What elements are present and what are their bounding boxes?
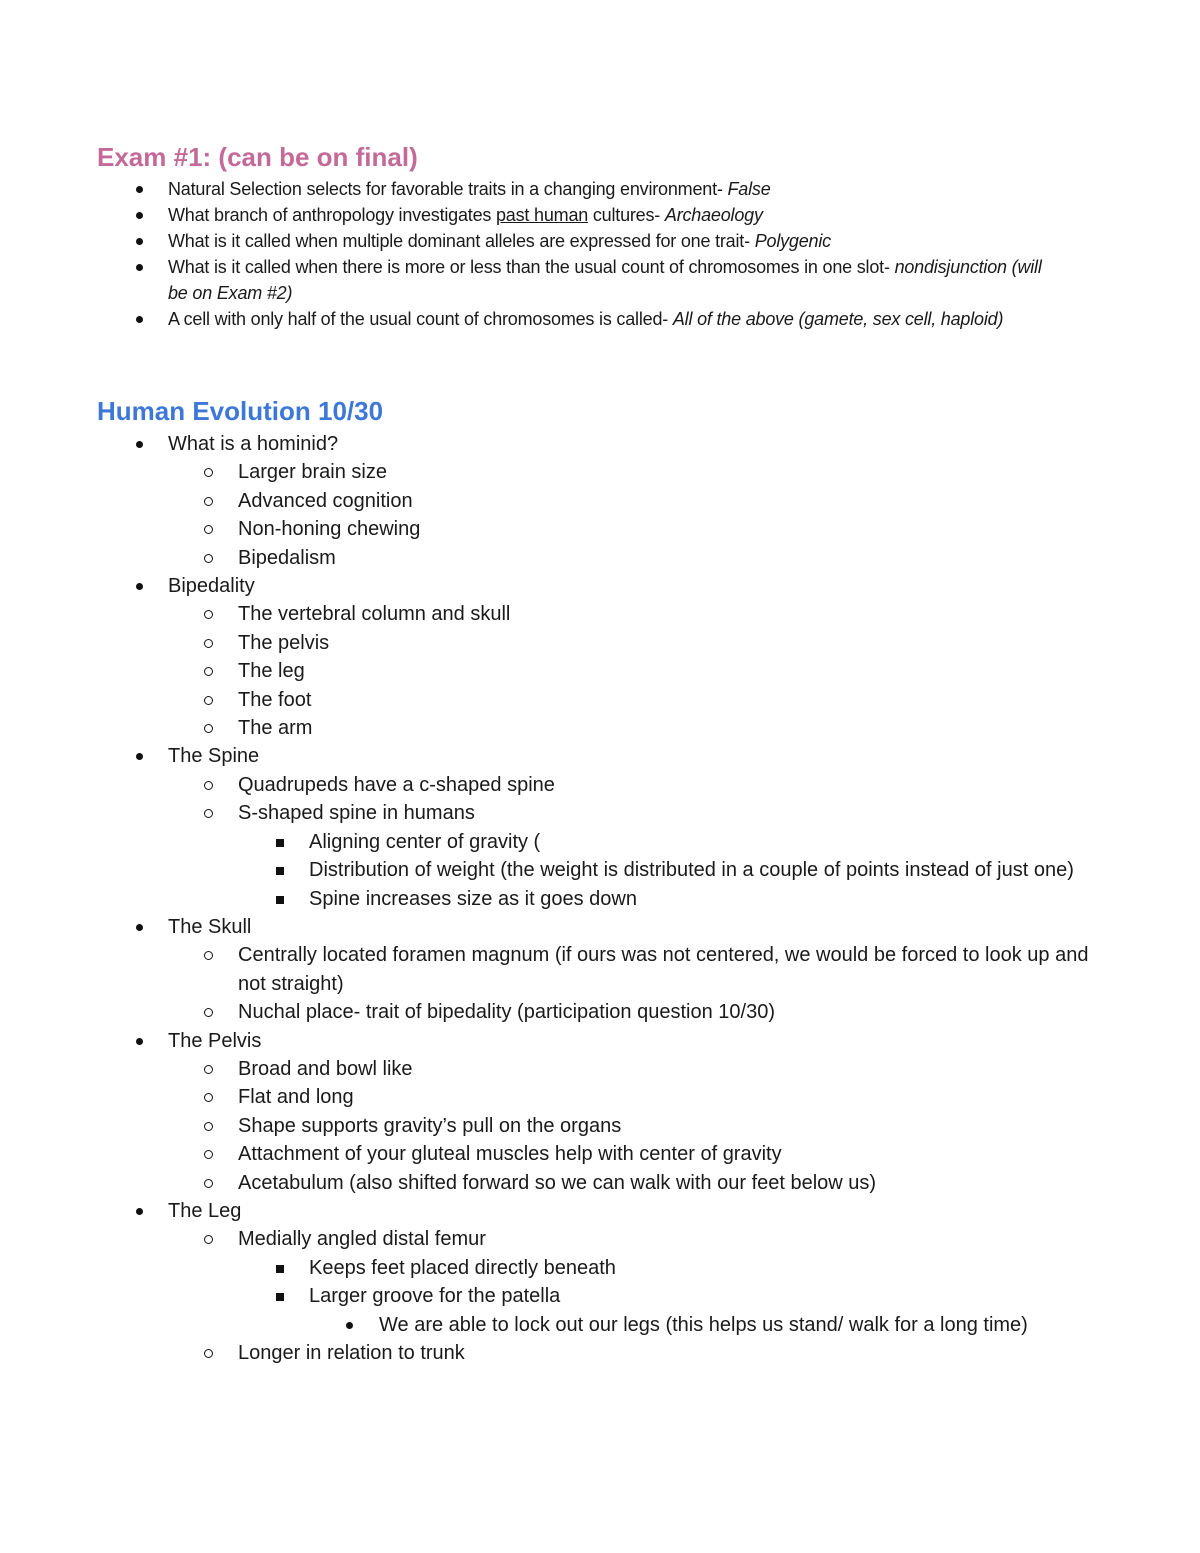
note-item-level-1: The Skull [0,913,1200,941]
note-item-level-3: Spine increases size as it goes down [0,885,1200,913]
note-item-level-3: Larger groove for the patella [0,1282,1200,1310]
note-item-level-2: The leg [0,657,1200,685]
note-item-level-2: Shape supports gravity’s pull on the organs [0,1112,1200,1140]
note-item-level-1: The Spine [0,742,1200,770]
note-item-level-2: Flat and long [0,1083,1200,1111]
note-item-level-1: What is a hominid? [0,430,1200,458]
underlined-text: past human [496,205,589,225]
answer-text: False [727,179,771,199]
note-item-level-4: We are able to lock out our legs (this helps us stand/ walk for a long time) [0,1311,1200,1339]
note-item-level-3: Distribution of weight (the weight is distributed in a couple of points instead of just one) [0,856,1200,884]
note-item-level-2: The arm [0,714,1200,742]
note-item-level-1: Bipedality [0,572,1200,600]
question-text: What is it called when multiple dominant alleles are expressed for one trait- [168,231,755,251]
question-text: A cell with only half of the usual count of chromosomes is called- [168,309,673,329]
exam-question-item [0,306,1200,332]
question-text: What is it called when there is more or less than the usual count of chromosomes in one slot- [168,257,895,277]
note-item-level-2: The foot [0,686,1200,714]
note-item-level-3: Keeps feet placed directly beneath [0,1254,1200,1282]
question-text: Natural Selection selects for favorable traits in a changing environment- [168,179,728,199]
note-item-level-2: Centrally located foramen magnum (if ours was not centered, we would be forced to look up and not straight) [0,941,1200,998]
note-item-level-2: Larger brain size [0,458,1200,486]
answer-text: All of the above (gamete, sex cell, haploid) [672,309,1004,329]
exam-question-item [0,202,1200,228]
exam-question-list [0,176,1200,332]
human-evolution-notes-list [0,430,1200,1367]
exam-heading: Exam #1: (can be on final) [97,142,418,172]
note-item-level-2: Medially angled distal femur [0,1225,1200,1253]
note-item-level-2: Acetabulum (also shifted forward so we can walk with our feet below us) [0,1169,1200,1197]
answer-text: nondisjunction (will be on Exam #2) [168,257,1042,303]
note-item-level-2: The pelvis [0,629,1200,657]
note-item-level-2: S-shaped spine in humans [0,799,1200,827]
note-item-level-2: Attachment of your gluteal muscles help with center of gravity [0,1140,1200,1168]
question-text: What branch of anthropology investigates [168,205,496,225]
exam-question-item [0,176,1200,202]
note-item-level-2: Non-honing chewing [0,515,1200,543]
note-item-level-2: Quadrupeds have a c-shaped spine [0,771,1200,799]
human-evolution-heading: Human Evolution 10/30 [97,396,384,426]
note-item-level-2: Nuchal place- trait of bipedality (participation question 10/30) [0,998,1200,1026]
note-item-level-2: The vertebral column and skull [0,600,1200,628]
note-item-level-1: The Leg [0,1197,1200,1225]
question-text: cultures- [588,205,665,225]
answer-text: Polygenic [754,231,831,251]
note-item-level-2: Longer in relation to trunk [0,1339,1200,1367]
note-item-level-3: Aligning center of gravity ( [0,828,1200,856]
note-item-level-2: Bipedalism [0,544,1200,572]
answer-text: Archaeology [664,205,763,225]
exam-question-item [0,228,1200,254]
exam-question-item [0,254,1200,306]
note-item-level-2: Broad and bowl like [0,1055,1200,1083]
note-item-level-1: The Pelvis [0,1027,1200,1055]
note-item-level-2: Advanced cognition [0,487,1200,515]
